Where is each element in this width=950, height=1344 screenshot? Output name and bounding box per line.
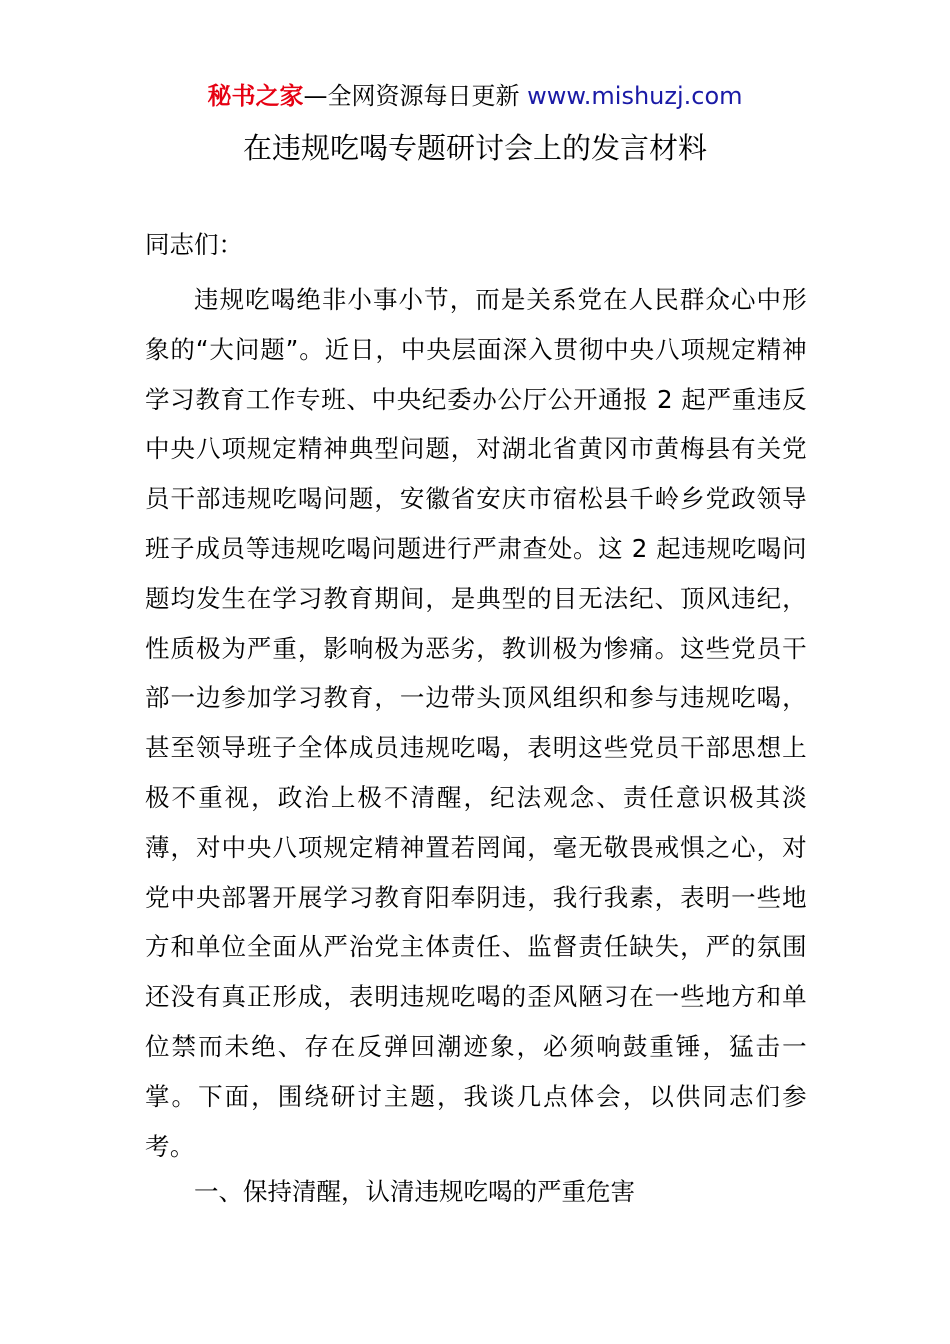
site-header — [0, 80, 950, 112]
document-title: 在违规吃喝专题研讨会上的发言材料 — [242, 131, 707, 165]
site-tagline: —全网资源每日更新 — [303, 82, 520, 110]
site-url-link[interactable]: www.mishuzj.com — [527, 82, 743, 110]
section-heading: 一、保持清醒，认清违规吃喝的严重危害 — [194, 1177, 635, 1206]
body-paragraph: 违规吃喝绝非小事小节，而是关系党在人民群众心中形象的“大问题”。近日，中央层面深入贯彻中央八项规定精神学习教育工作专班、中央纪委办公厅公开通报 2 起严重违反中央八项规定精神典型问题，对湖北省黄冈市黄梅县有关党员干部违规吃喝问题，安徽省安庆市宿松县千岭乡党政领导班子成员等违规吃喝问题进行严肃查处。这 2 起违规吃喝问题均发生在学习教育期间，是典型的目无法纪、顶风违纪，性质极为严重，影响极为恶劣，教训极为惨痛。这些党员干部一边参加学习教育，一边带头顶风组织和参与违规吃喝，甚至领导班子全体成员违规吃喝，表明这些党员干部思想上极不重视，政治上极不清醒，纪法观念、责任意识极其淡薄，对中央八项规定精神置若罔闻，毫无敬畏戒惧之心，对党中央部署开展学习教育阳奉阴违，我行我素，表明一些地方和单位全面从严治党主体责任、监督责任缺失，严的氛围还没有真正形成，表明违规吃喝的歪风陋习在一些地方和单位禁而未绝、存在反弹回潮迹象，必须响鼓重锤，猛击一掌。下面，围绕研讨主题，我谈几点体会，以供同志们参考。 — [145, 285, 807, 1161]
site-brand: 秘书之家 — [207, 82, 304, 110]
salutation: 同志们： — [145, 230, 243, 259]
